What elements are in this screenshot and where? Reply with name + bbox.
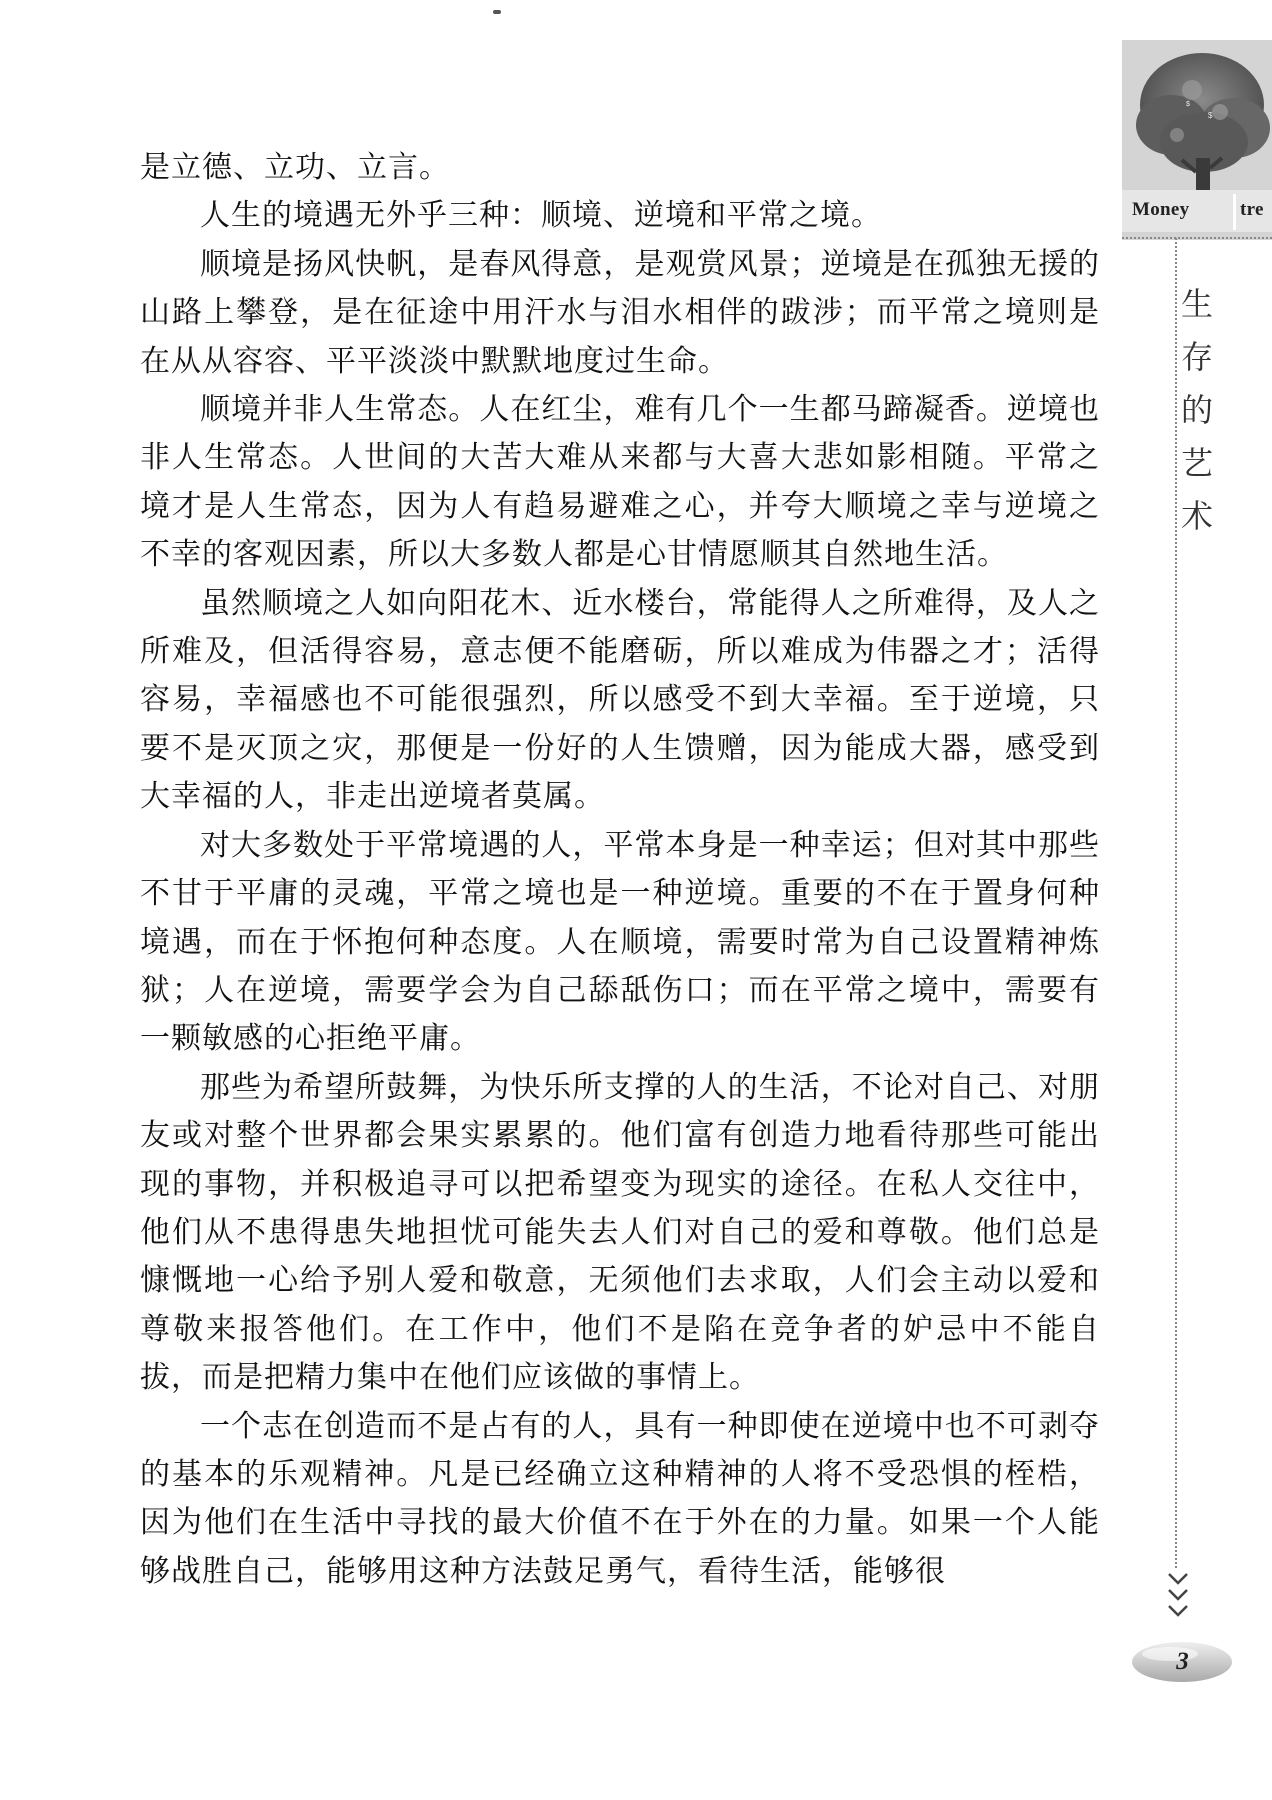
body-text [140, 144, 1100, 1596]
paragraph-1: 是立德、立功、立言。 [140, 150, 450, 185]
chapter-title-char: 艺 [1180, 444, 1213, 482]
svg-text:$: $ [1186, 101, 1190, 108]
scan-mark [493, 10, 501, 14]
paragraph-6: 对大多数处于平常境遇的人，平常本身是一种幸运；但对其中那些不甘于平庸的灵魂，平常之境也是一种逆境。重要的不在于置身何种境遇，而在于怀抱何种态度。人在顺境，需要时常为自己设置精神炼狱；人在逆境，需要学会为自己舔舐伤口；而在平常之境中，需要有一颗敏感的心拒绝平庸。 [140, 827, 1100, 1057]
paragraph-5: 虽然顺境之人如向阳花木、近水楼台，常能得人之所难得，及人之所难及，但活得容易，意志便不能磨砺，所以难成为伟器之才；活得容易，幸福感也不可能很强烈，所以感受不到大幸福。至于逆境，只要不是灭顶之灾，那便是一份好的人生馈赠，因为能成大器，感受到大幸福的人，非走出逆境者莫属。 [140, 585, 1100, 815]
svg-text:$: $ [1208, 111, 1213, 120]
chapter-title-char: 存 [1180, 338, 1213, 376]
chapter-title-char: 术 [1180, 497, 1213, 535]
paragraph-3: 顺境是扬风快帆，是春风得意，是观赏风景；逆境是在孤独无援的山路上攀登，是在征途中用汗水与泪水相伴的跋涉；而平常之境则是在从从容容、平平淡淡中默默地度过生命。 [140, 246, 1100, 379]
chapter-title-vertical [1177, 278, 1217, 543]
chapter-title-char: 的 [1180, 391, 1213, 429]
paragraph-8: 一个志在创造而不是占有的人，具有一种即使在逆境中也不可剥夺的基本的乐观精神。凡是已经确立这种精神的人将不受恐惧的桎梏，因为他们在生活中寻找的最大价值不在于外在的力量。如果一个人能够战胜自己，能够用这种方法鼓足勇气，看待生活，能够很 [140, 1408, 1100, 1589]
paragraph-4: 顺境并非人生常态。人在红尘，难有几个一生都马蹄凝香。逆境也非人生常态。人世间的大苦大难从来都与大喜大悲如影相随。平常之境才是人生常态，因为人有趋易避难之心，并夸大顺境之幸与逆境之不幸的客观因素，所以大多数人都是心甘情愿顺其自然地生活。 [140, 392, 1100, 573]
chapter-title-char: 生 [1180, 285, 1213, 323]
caption-tree: tre [1240, 199, 1264, 220]
paragraph-7: 那些为希望所鼓舞，为快乐所支撑的人的生活，不论对自己、对朋友或对整个世界都会果实累累的。他们富有创造力地看待那些可能出现的事物，并积极追寻可以把希望变为现实的途径。在私人交往中，他们从不患得患失地担忧可能失去人们对自己的爱和尊敬。他们总是慷慨地一心给予别人爱和敬意，无须他们去求取，人们会主动以爱和尊敬来报答他们。在工作中，他们不是陷在竞争者的妒忌中不能自拔，而是把精力集中在他们应该做的事情上。 [140, 1069, 1100, 1396]
dotted-divider-horizontal [1122, 237, 1272, 239]
page-number: 3 [1176, 1648, 1189, 1675]
paragraph-2: 人生的境遇无外乎三种：顺境、逆境和平常之境。 [200, 198, 882, 234]
chevron-down-icon [1166, 1570, 1190, 1626]
caption-separator [1233, 194, 1236, 230]
caption-money: Money [1132, 199, 1190, 220]
